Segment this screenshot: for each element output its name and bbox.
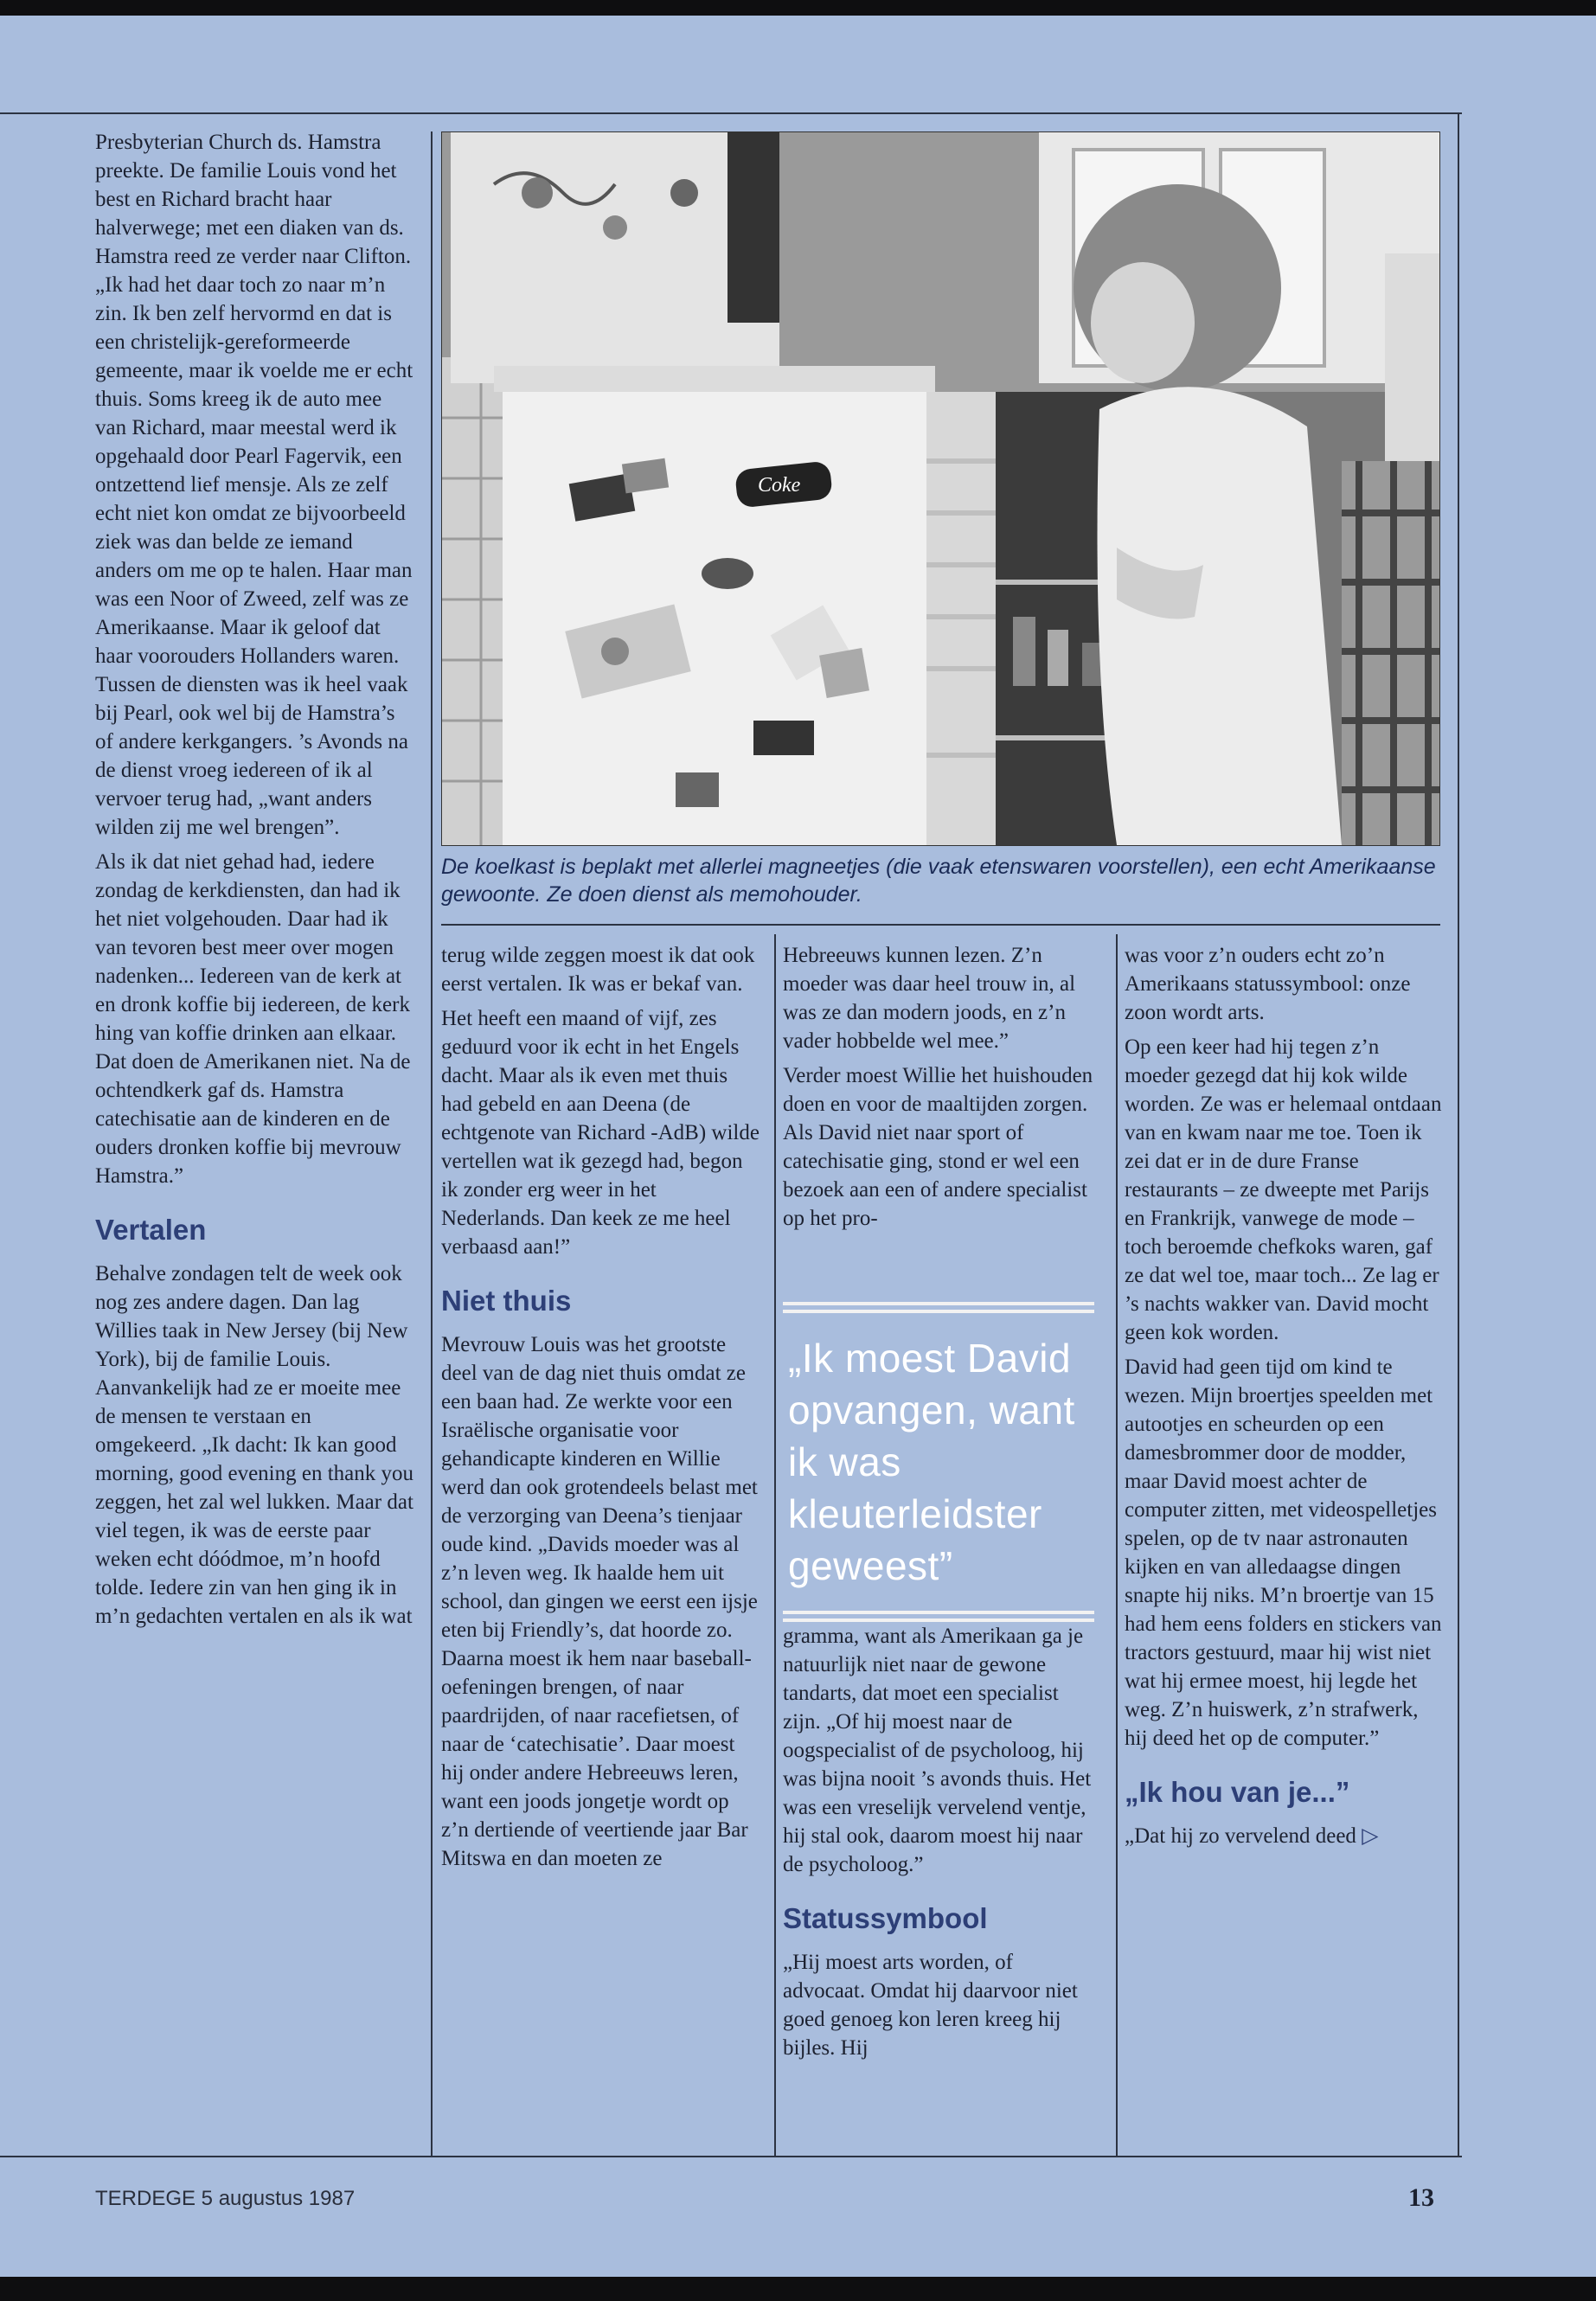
- paragraph: Als ik dat niet gehad had, iedere zondag de kerkdiensten, dan had ik het niet volgehouden. Daar had ik van tevoren best meer over mogen nadenken... Iedereen van de kerk at en dronk koffie bij iedereen, de kerk hing van koffie drinken aan elkaar. Dat doen de Amerikanen niet. Na de ochtendkerk gaf ds. Hamstra catechisatie aan de kinderen en de ouders dronken koffie bij mevrouw Hamstra.”: [95, 850, 411, 1188]
- right-rule: [1458, 112, 1459, 2157]
- paragraph: Behalve zondagen telt de week ook nog zes andere dagen. Dan lag Willies taak in New Jersey (bij New York), bij de familie Louis. Aanvankelijk had ze er moeite mee de mensen te verstaan en omgekeerd. „Ik dacht: Ik kan good morning, good evening en thank you zeggen, het zal wel lukken. Maar dat viel tegen, ik was de eerste paar weken echt dóódmoe, m’n hoofd tolde. Iedere zin van hen ging ik in m’n gedachten vertalen en als ik wat: [95, 1262, 413, 1628]
- paragraph: „Hij moest arts worden, of advocaat. Omdat hij daarvoor niet goed genoeg kon leren kreeg hij bijles. Hij: [783, 1951, 1078, 2060]
- section-heading-statussymbool: Statussymbool: [783, 1902, 988, 1934]
- paragraph: Mevrouw Louis was het grootste deel van de dag niet thuis omdat ze een baan had. Ze werkte voor een Israëlische organisatie voor gehandicapte kinderen en Willie werd dan ook grotendeels belast met de verzorging van Deena’s tienjaar oude kind. „Davids moeder was al z’n leven weg. Ik haalde hem uit school, dan gingen we eerst een ijsje eten bij Friendly’s, dat hoorde zo. Daarna moest ik hem naar baseball-oefeningen brengen, of naar paardrijden, of naar racefietsen, of naar de ‘catechisatie’. Daar moest hij onder andere Hebreeuws leren, want een joods jongetje wordt op z’n dertiende of veertiende jaar Bar Mitswa en dan moeten ze: [441, 1333, 758, 1870]
- column-2: [441, 941, 760, 1879]
- kitchen-photo: [441, 131, 1440, 846]
- section-heading-ik-hou-van-je: „Ik hou van je...”: [1125, 1776, 1350, 1808]
- bottom-rule: [0, 2156, 1462, 2157]
- quote-rule: [783, 1611, 1094, 1614]
- scan-edge-top: [0, 0, 1596, 16]
- section-heading-niet-thuis: Niet thuis: [441, 1285, 572, 1317]
- column-1: [95, 128, 413, 1637]
- top-rule: [0, 112, 1462, 114]
- pull-quote-text: „Ik moest David opvangen, want ik was kleuterleidster geweest”: [788, 1336, 1075, 1588]
- paragraph: Presbyterian Church ds. Hamstra preekte. De familie Louis vond het best en Richard bracht haar halverwege; met een diaken van ds. Hamstra reed ze verder naar Clifton. „Ik had het daar toch zo naar m’n zin. Ik ben zelf hervormd en dat is een christelijk-gereformeerde gemeente, maar ik voelde me er echt thuis. Soms kreeg ik de auto mee van Richard, maar meestal werd ik opgehaald door Pearl Fagervik, een ontzettend lief mensje. Als ze zelf echt niet kon omdat ze bijvoorbeeld ziek was dan belde ze iemand anders om me op te halen. Haar man was een Noor of Zweed, zelf was ze Amerikaanse. Maar ik geloof dat haar voorouders Hollanders waren. Tussen de diensten was ik heel vaak bij Pearl, ook wel bij de Hamstra’s of andere kerkgangers. ’s Avonds na de dienst vroeg iedereen of ik al vervoer terug had, „want anders wilden zij me wel brengen”.: [95, 131, 413, 839]
- pull-quote: [783, 1298, 1094, 1626]
- page-number: 13: [1408, 2183, 1434, 2212]
- paragraph: Het heeft een maand of vijf, zes geduurd voor ik echt in het Engels dacht. Maar als ik even met thuis had gebeld en aan Deena (de echtgenote van Richard -AdB) wilde vertellen wat ik gezegd had, begon ik zonder erg weer in het Nederlands. Dan keek ze me heel verbaasd aan!”: [441, 1007, 760, 1259]
- quote-rule: [783, 1302, 1094, 1305]
- fridge-photo-illustration: [442, 132, 1439, 845]
- column-divider: [431, 131, 433, 2156]
- coke-magnet-label: Coke: [758, 474, 801, 497]
- column-3-bottom: [783, 1622, 1099, 2068]
- column-4: [1125, 941, 1445, 1856]
- paragraph: terug wilde zeggen moest ik dat ook eerst vertalen. Ik was er bekaf van.: [441, 944, 755, 996]
- photo-caption: De koelkast is beplakt met allerlei magneetjes (die vaak etenswaren voorstellen), een echt Amerikaanse gewoonte. Ze doen dienst als memohouder.: [441, 855, 1436, 907]
- continue-arrow-icon: ▷: [1362, 1824, 1379, 1848]
- quote-rule: [783, 1310, 1094, 1313]
- paragraph: David had geen tijd om kind te wezen. Mijn broertjes speelden met autootjes en scheurden op een damesbrommer door de modder, maar David moest achter de computer zitten, met videospelletjes spelen, op de tv naar astronauten kijken en van alledaagse dingen snapte hij niks. M’n broertje van 15 had hem eens folders en stickers van tractors gestuurd, maar hij wist niet wat hij ermee moest, hij legde het weg. Z’n huiswerk, z’n strafwerk, hij deed het op de computer.”: [1125, 1356, 1442, 1750]
- paragraph-last-line: [1125, 1822, 1445, 1850]
- paragraph: gramma, want als Amerikaan ga je natuurlijk niet naar de gewone tandarts, dat moet een specialist zijn. „Of hij moest naar de oogspecialist of de psycholoog, hij was bijna nooit ’s avonds thuis. Het was een vreselijk vervelend ventje, hij stal ook, daarom moest hij naar de psycholoog.”: [783, 1625, 1092, 1876]
- paragraph: Hebreeuws kunnen lezen. Z’n moeder was daar heel trouw in, al was ze dan modern joods, en z’n vader hobbelde wel mee.”: [783, 944, 1076, 1053]
- paragraph: Verder moest Willie het huishouden doen en voor de maaltijden zorgen. Als David niet naar sport of catechisatie ging, stond er wel een bezoek aan een of andere specialist op het pro-: [783, 1064, 1093, 1230]
- paragraph: Op een keer had hij tegen z’n moeder gezegd dat hij kok wilde worden. Ze was er helemaal ontdaan van en kwam naar me toe. Toen ik zei dat er in de dure Franse restaurants – ze dweepte met Parijs en Frankrijk, vanwege de mode – toch beroemde chefkoks waren, gaf ze dat wel toe, maar toch... Ze lag er ’s nachts wakker van. David mocht geen kok worden.: [1125, 1035, 1442, 1344]
- scan-edge-bottom: [0, 2277, 1596, 2301]
- column-divider: [1116, 934, 1118, 2156]
- column-divider: [774, 934, 776, 2156]
- column-3-top: [783, 941, 1099, 1239]
- last-line-text: „Dat hij zo vervelend deed: [1125, 1824, 1356, 1848]
- paragraph: was voor z’n ouders echt zo’n Amerikaans statussymbool: onze zoon wordt arts.: [1125, 944, 1411, 1024]
- section-heading-vertalen: Vertalen: [95, 1214, 207, 1246]
- caption-rule: [441, 924, 1440, 926]
- footer-publication: TERDEGE 5 augustus 1987: [95, 2187, 356, 2210]
